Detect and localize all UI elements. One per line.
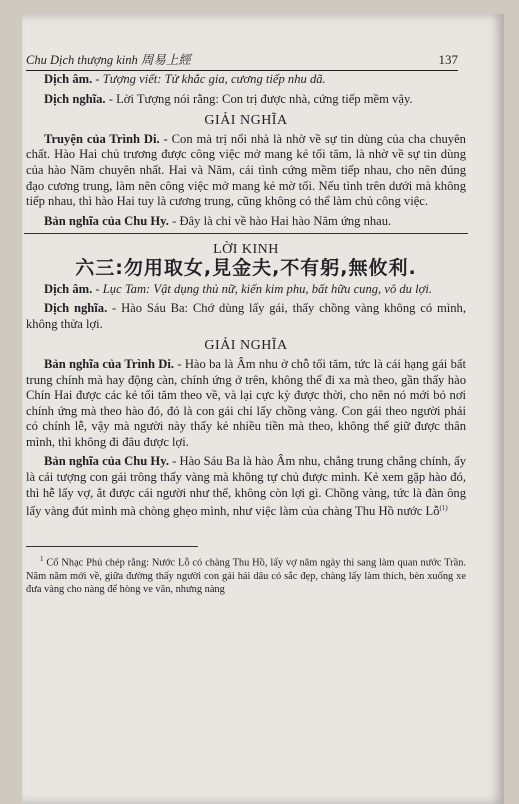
chu-hy-text: Hào Sáu Ba là hào Âm nhu, chẳng trung chẳng chính, ấy là cái tượng con gái trông thấy vàng mà không tự chủ được mình. Kẻ xem gặp hào đó, thì hễ lấy vợ, ắt được cái người như thế, không còn lợi gì. Chồng vàng, tức là đàn ông lấy vàng đút mình mà chòng ghẹo mình, như việc làm của chàng Thu Hồ nước Lỗ <box>26 454 466 519</box>
trinh-di-paragraph: Bản nghĩa của Trình Di. - Hào ba là Âm nhu ở chỗ tối tăm, tức là cái hạng gái bất trung chính mà hay động càn, chính ứng ở trên, không thể đi xa mà theo, gần thấy hào Chín Hai được các kẻ tối tăm theo về, và lại cực kỳ được thời, cho nên nó mới bỏ nơi chính ứng mà theo hào đó, đó là con gái chỉ lấy chồng vàng. Con gái theo người phải có chính lễ, vậy mà người này thấy kẻ nhiều tiền mà theo, không thể giữ được thân mình, thì không đi đâu được lợi. <box>26 356 466 449</box>
loi-kinh-dich-am-label: Dịch âm. <box>44 281 93 296</box>
loi-kinh-dich-nghia-text: Hào Sáu Ba: Chớ dùng lấy gái, thấy chồng vàng không có mình, không thửa lợi. <box>26 301 466 331</box>
footnote-marker: 1 <box>40 555 44 564</box>
dich-am-text: Tượng viết: Tử khắc gia, cương tiếp nhu dã. <box>102 72 326 86</box>
truyen-trinh-di-paragraph: Truyện của Trình Di. - Con mà trị nổi nhà là nhờ về sự tin dùng của cha chuyên chất. Hào Hai chủ trương được công việc mở mang kẻ tối tăm, là nhờ về sự tin dùng của hào Năm chuyên nhất. Hai và Năm, cái tình cứng mềm tiếp nhau, cho nên đúng đạo cương trung, làm nên công việc mở mang kẻ mờ tối. Nếu tình trên dưới mà không tiếp nhau, thì hào Hai tuy là cương trung, cũng không có thể làm chủ công việc. <box>26 131 466 209</box>
trinh-di-label: Bản nghĩa của Trình Di. <box>44 356 175 371</box>
ban-nghia-chu-hy-paragraph: Bản nghĩa của Chu Hy. - Đây là chỉ về hào Hai hào Năm ứng nhau. <box>44 213 392 228</box>
loi-kinh-dich-am-text: Lục Tam: Vật dụng thủ nữ, kiến kim phu, bất hữu cung, vô du lợi. <box>102 281 432 296</box>
dich-nghia-paragraph: Dịch nghĩa. - Lời Tượng nói rằng: Con trị được nhà, cứng tiếp mềm vậy. <box>44 91 413 106</box>
footnote <box>26 553 466 595</box>
footnote-text: Cổ Nhạc Phủ chép rằng: Nước Lỗ có chàng Thu Hồ, lấy vợ năm ngày thì sang làm quan nước Trần. Năm năm mới về, giữa đường thấy người con gái hái dâu có sắc đẹp, chàng lấy làm thích, bèn xuống xe đưa vàng cho nàng để hòng ve vãn, nhưng nàng <box>26 557 466 595</box>
footnote-reference[interactable]: (1) <box>439 504 448 513</box>
ban-nghia-label: Bản nghĩa của Chu Hy. <box>44 213 169 228</box>
trinh-di-text: Hào ba là Âm nhu ở chỗ tối tăm, tức là cái hạng gái bất trung chính mà hay động càn, chính ứng ở trên, không thể đi xa mà theo, gần thấy hào Chín Hai được các kẻ tối tăm theo về, và lại cực kỳ được thời, cho nên nó mới bỏ nơi chính ứng mà theo hào đó, đó là con gái chỉ lấy chồng vàng. Con gái theo người phải có chính lễ, vậy mà người này thấy kẻ nhiều tiền mà theo, không thể giữ được thân mình, thì không đi đâu được lợi. <box>26 356 466 449</box>
section-divider <box>24 233 468 234</box>
page-content <box>26 72 466 596</box>
header-title: Chu Dịch thượng kinh 周易上經 <box>26 53 191 67</box>
chu-hy-label: Bản nghĩa của Chu Hy. <box>44 454 169 469</box>
loi-kinh-heading: LỜI KINH <box>213 242 279 258</box>
truyen-text: Con mà trị nổi nhà là nhờ về sự tin dùng của cha chuyên chất. Hào Hai chủ trương được công việc mở mang kẻ tối tăm, là nhờ về sự tin dùng của hào Năm chuyên nhất. Hai và Năm, cái tình cứng mềm tiếp nhau, cho nên đúng đạo cương trung, làm nên công việc mở mang kẻ mờ tối. Nếu tình trên dưới mà không tiếp nhau, thì hào Hai tuy là cương trung, cũng không có thể làm chủ công việc. <box>26 131 466 209</box>
dich-nghia-text: Lời Tượng nói rằng: Con trị được nhà, cứng tiếp mềm vậy. <box>116 91 413 106</box>
ban-nghia-text: Đây là chỉ về hào Hai hào Năm ứng nhau. <box>179 213 392 228</box>
dich-nghia-label: Dịch nghĩa. <box>44 91 106 106</box>
giai-nghia-heading-2: GIẢI NGHĨA <box>204 338 288 354</box>
footnote-divider <box>26 546 198 547</box>
truyen-label: Truyện của Trình Di. <box>44 131 160 146</box>
classical-chinese-line: 六三:勿用取女,見金夫,不有躬,無攸利. <box>75 256 417 279</box>
loi-kinh-dich-am-paragraph: Dịch âm. - Lục Tam: Vật dụng thủ nữ, kiến kim phu, bất hữu cung, vô du lợi. <box>44 281 432 296</box>
chu-hy-paragraph: Bản nghĩa của Chu Hy. - Hào Sáu Ba là hào Âm nhu, chẳng trung chẳng chính, ấy là cái tượng con gái trông thấy vàng mà không tự chủ được mình. Kẻ xem gặp hào đó, thì hễ lấy vợ, ắt được cái người như thế, không còn lợi gì. Chồng vàng, tức là đàn ông lấy vàng đút mình mà chòng ghẹo mình, như việc làm của chàng Thu Hồ nước Lỗ$^{(1)}$ <box>26 454 466 519</box>
running-header <box>26 50 458 71</box>
dich-am-label: Dịch âm. <box>44 72 93 86</box>
loi-kinh-dich-nghia-paragraph: Dịch nghĩa. - Hào Sáu Ba: Chớ dùng lấy gái, thấy chồng vàng không có mình, không thửa lợi. <box>26 301 466 331</box>
loi-kinh-dich-nghia-label: Dịch nghĩa. <box>44 301 108 316</box>
giai-nghia-heading: GIẢI NGHĨA <box>204 113 288 129</box>
page-number: 137 <box>438 52 458 67</box>
dich-am-paragraph: Dịch âm. - Tượng viết: Tử khắc gia, cương tiếp nhu dã. <box>44 72 326 86</box>
